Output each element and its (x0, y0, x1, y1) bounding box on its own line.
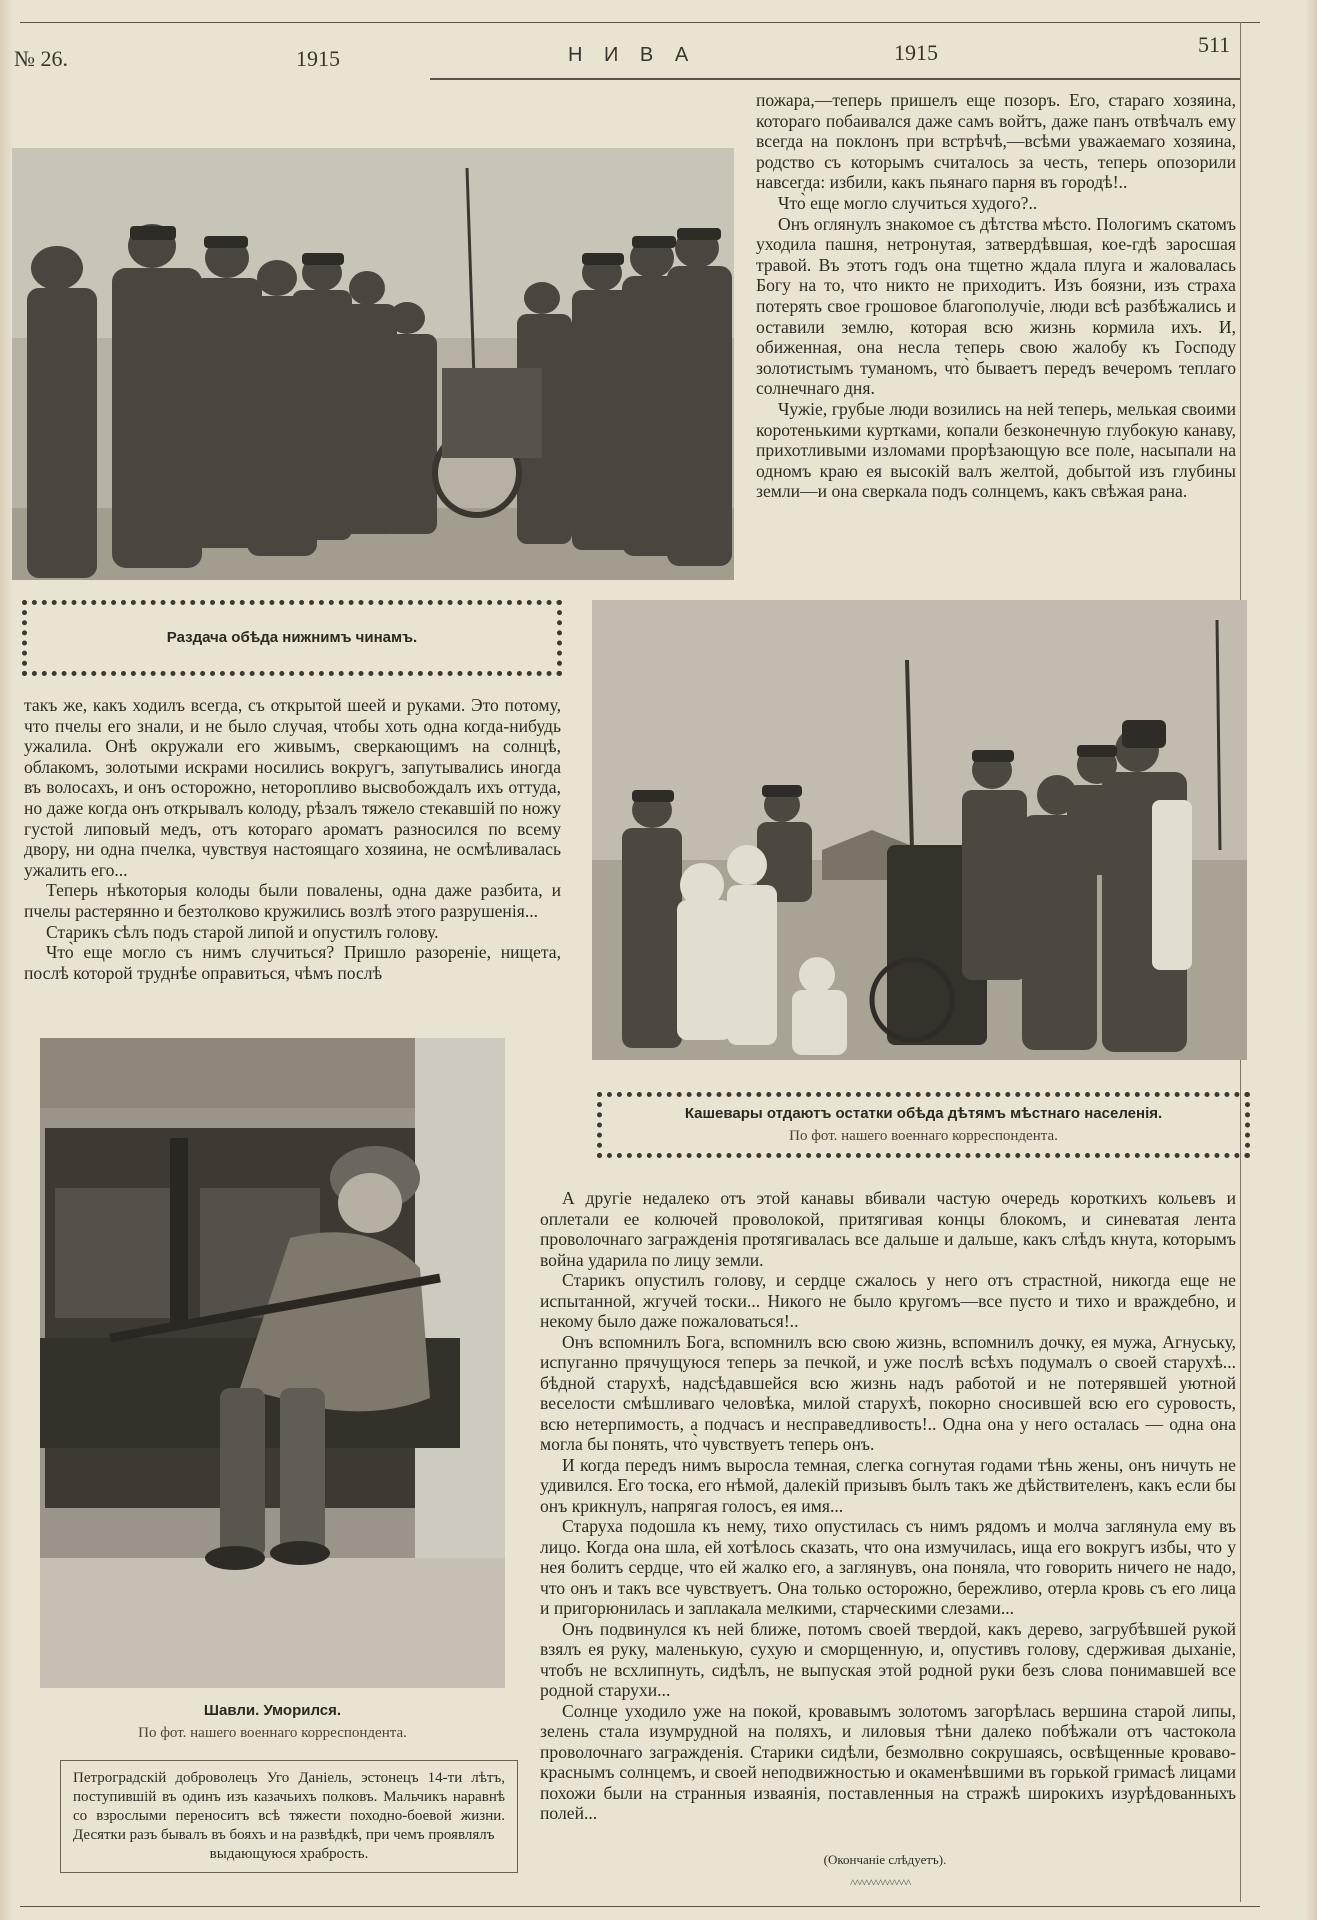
year-right: 1915 (894, 40, 938, 65)
caption-credit: По фот. нашего военнаго корреспондента. (789, 1128, 1058, 1144)
paragraph: Что̀ еще могло случиться худого?.. (778, 192, 1038, 213)
article-column-top-right (756, 90, 1236, 502)
ending-ornament: ^^^^^^^^^^^^^ (850, 1876, 911, 1890)
photo-sleeping-boy (40, 1038, 505, 1688)
article-column-middle-left (24, 695, 561, 983)
paragraph: пожара,—теперь пришелъ еще позоръ. Его, стараго хозяина, котораго побаивался даже самъ войтъ, даже панъ отвѣчалъ ему всегда на поклонъ при встрѣчѣ,—всѣми уважаемаго хозяина, родство съ которымъ считалось за честь, теперь опозорили навсегда: избили, какъ пьянаго парня въ городѣ!.. (756, 90, 1236, 193)
paragraph: И когда передъ нимъ выросла темная, слегка согнутая годами тѣнь жены, онъ ничуть не удивился. Его тоска, его нѣмой, далекій призывъ былъ такъ же дѣйствителенъ, какъ если бы онъ крикнулъ, напрягая голосъ, ея имя... (540, 1454, 1236, 1516)
footer-rule (20, 1906, 1260, 1907)
paragraph: Чужіе, грубые люди возились на ней теперь, мелькая своими коротенькими куртками, копали безконечную глубокую канаву, прихотливыми изломами прорѣзающую все поле, насыпали на одномъ краю ея высокій валъ желтой, добытой изъ глубины земли—и она сверкала подъ солнцемъ, какъ свѣжая рана. (756, 398, 1236, 502)
continuation-note: (Окончаніе слѣдуетъ). (823, 1852, 947, 1867)
paragraph: Старикъ опустилъ голову, и сердце сжалось у него отъ страстной, никогда еще не испытанной, жгучей тоски... Никого не было кругомъ—все пусто и тихо и враждебно, и некому было даже пожаловаться!.. (540, 1270, 1236, 1331)
year-left: 1915 (296, 46, 340, 71)
caption-sleeping-boy (40, 1700, 505, 1744)
note-text-last: выдающуюся храбрость. (209, 1846, 369, 1862)
photo-soldiers-illustration (12, 148, 734, 580)
photo-soldiers-dinner (12, 148, 734, 580)
caption-cooks-children (597, 1092, 1250, 1158)
page-header (0, 28, 1317, 71)
magazine-title: Н И В А (568, 44, 697, 66)
header-bottom-rule (430, 78, 1240, 80)
paragraph: Онъ оглянулъ знакомое съ дѣтства мѣсто. Пологимъ скатомъ уходила пашня, нетронутая, затвердѣвшая, кое-гдѣ заросшая травой. Въ этотъ годъ она тщетно ждала плуга и жаловалась Богу на то, что никто не приходитъ. Изъ боязни, изъ страха потерять свое грошовое благополучіе, люди всѣ разбѣжались и оставили землю, которая всю жизнь кормила ихъ. И, обиженная, она несла теперь свою жалобу къ Господу золотистымъ туманомъ, что̀ бываетъ передъ вечеромъ теплаго солнечнаго дня. (756, 213, 1236, 399)
caption-title: Раздача обѣда нижнимъ чинамъ. (166, 629, 418, 646)
paragraph: Онъ вспомнилъ Бога, вспомнилъ всю свою жизнь, вспомнилъ дочку, ея мужа, Агнуську, испуганно прячущуюся теперь за печкой, и уже послѣ всѣхъ подумалъ о своей старухѣ... бѣдной старухѣ, надсѣдавшейся всю жизнь надъ работой и не потерявшей уютной веселости смѣшливаго человѣка, милой старухѣ, покорно сносившей всю его суровость, всю нетерпимость, а подчасъ и несправедливость!.. Одна она у него осталась — одна она могла бы понять, что̀ чувствуетъ теперь онъ. (540, 1331, 1236, 1454)
paragraph: такъ же, какъ ходилъ всегда, съ открытой шеей и руками. Это потому, что пчелы его знали, и не было случая, чтобы хоть одна когда-нибудь ужалила. Онѣ окружали его живымъ, сверкающимъ на солнцѣ, облакомъ, золотыми искрами носились вокругъ, запутывались иногда въ волосахъ, и онъ осторожно, неторопливо высвобождалъ ихъ оттуда, но даже когда онъ открывалъ колоду, рѣзалъ тяжело стекавшій по ножу густой липовый медъ, отъ котораго ароматъ разносился по всему двору, ни одна пчелка, чувствуя настоящаго хозяина, не осмѣливалась ужалить его... (24, 695, 561, 880)
paragraph: А другіе недалеко отъ этой канавы вбивали частую очередь короткихъ кольевъ и оплетали ее колючей проволокой, притягивая концы блокомъ, и синеватая лента проволочнаго загражденія протягивалась все дальше и дальше, какъ слѣдъ кнута, которымъ война ударила по лицу земли. (540, 1188, 1236, 1270)
paragraph: Солнце уходило уже на покой, кровавымъ золотомъ загорѣлась вершина старой липы, зелень стала изумрудной на поляхъ, и лиловыя тѣни далеко побѣжали отъ частокола проволочнаго загражденія. Старики сидѣли, безмолвно сокрушаясь, освѣщенные кроваво-краснымъ солнцемъ, и своей неподвижностью и окаменѣвшими въ горькой гримасѣ лицами похожи были на странныя изваянія, поставленныя на стражѣ широкихъ изурѣдованныхъ полей... (540, 1700, 1236, 1823)
caption-title: Шавли. Уморился. (203, 1702, 342, 1719)
paragraph: Старуха подошла къ нему, тихо опустилась съ нимъ рядомъ и молча заглянула ему въ лицо. Когда она шла, ей хотѣлось сказать, что она измучилась, ища его вокругъ избы, что у нея болитъ сердце, что ей жалко его, а заглянувъ, она поняла, что говорить ничего не надо, что онъ и такъ все чувствуетъ. Она только осторожно, бережливо, отерла кровь съ его лица и пригорюнилась и заплакала мелкими, старческими слезами... (540, 1516, 1236, 1618)
caption-credit: По фот. нашего военнаго корреспондента. (138, 1725, 407, 1741)
paragraph: Старикъ сѣлъ подъ старой липой и опустилъ голову. (46, 921, 439, 942)
photo-cooks-children (592, 600, 1247, 1060)
issue-number: № 26. (14, 46, 68, 71)
caption-title: Кашевары отдаютъ остатки обѣда дѣтямъ мѣстнаго населенія. (684, 1105, 1163, 1122)
header-top-rule (20, 22, 1260, 23)
page-edge-right (1305, 0, 1317, 1920)
paragraph: Теперь нѣкоторыя колоды были повалены, одна даже разбита, и пчелы растерянно и безтолково кружились возлѣ этого разрушенія... (24, 880, 561, 921)
paragraph: Что̀ еще могло съ нимъ случиться? Пришло разореніе, нищета, послѣ которой труднѣе оправиться, чѣмъ послѣ (24, 942, 561, 983)
photo-cooks-illustration (592, 600, 1247, 1060)
paragraph: Онъ подвинулся къ ней ближе, потомъ своей твердой, какъ дерево, загрубѣвшей рукой взялъ ея руку, маленькую, сухую и сморщенную, и, опустивъ голову, сдерживая дыханіе, чтобъ не всхлипнуть, сидѣлъ, не выпуская этой родной руки безъ слова понимавшей все родной старухи... (540, 1618, 1236, 1700)
caption-soldiers-dinner (22, 600, 562, 676)
photo-note-box (60, 1760, 518, 1873)
page-number: 511 (1198, 32, 1231, 57)
note-text: Петроградскій добровoлецъ Уго Даніель, эстонецъ 14-ти лѣтъ, поступившій въ одинъ изъ казачьихъ полковъ. Мальчикъ наравнѣ со взрослыми переноситъ всѣ тяжести походно-боевой жизни. Десятки разъ бывалъ въ бояхъ и на развѣдкѣ, при чемъ проявлялъ (73, 1770, 505, 1843)
photo-boy-illustration (40, 1038, 505, 1688)
article-column-bottom-right (540, 1188, 1236, 1824)
